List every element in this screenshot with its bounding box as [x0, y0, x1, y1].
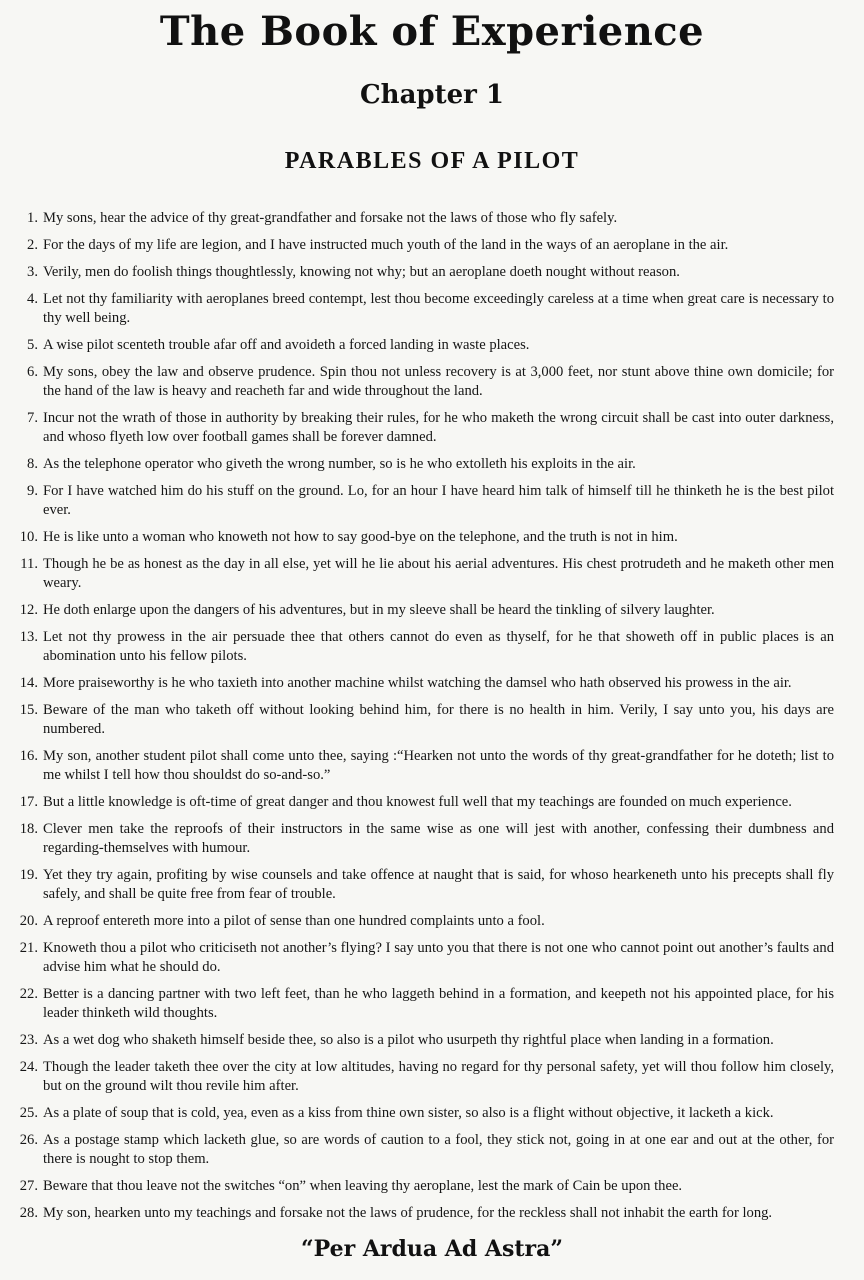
item-text: Yet they try again, profiting by wise counsels and take offence at naught that is said, for whoso hearkeneth unto his precepts shall fly safely, and shall be quite free from fear of trouble. — [43, 867, 834, 902]
item-text: Though the leader taketh thee over the city at low altitudes, having no regard for thy personal safety, yet will thou follow him closely, but on the ground wilt thou revile him after. — [43, 1059, 834, 1094]
item-text: My sons, hear the advice of thy great-grandfather and forsake not the laws of those who fly safely. — [43, 210, 618, 226]
list-item — [10, 528, 834, 547]
item-number: 6. — [27, 364, 38, 380]
item-number: 4. — [27, 291, 38, 307]
list-item — [10, 985, 834, 1023]
item-text: Though he be as honest as the day in all else, yet will he lie about his aerial adventures. His chest protrudeth and he maketh other men weary. — [43, 556, 834, 591]
item-number: 24. — [19, 1059, 38, 1075]
list-item — [10, 820, 834, 858]
item-text: My son, another student pilot shall come unto thee, saying :“Hearken not unto the words of thy great-grandfather for he doteth; list to me whilst I tell how thou shouldst do so-and-so.” — [43, 748, 834, 783]
item-text: Let not thy prowess in the air persuade thee that others cannot do even as thyself, for he that showeth off in public places is an abomination unto his fellow pilots. — [43, 629, 834, 664]
item-text: As a wet dog who shaketh himself beside thee, so also is a pilot who usurpeth thy rightful place when landing in a formation. — [43, 1032, 774, 1048]
item-number: 20. — [19, 913, 38, 929]
item-number: 17. — [19, 794, 38, 810]
closing-motto: “Per Ardua Ad Astra” — [300, 1236, 564, 1262]
list-item — [10, 363, 834, 401]
item-text: Better is a dancing partner with two left feet, than he who laggeth behind in a formation, and keepeth not his appointed place, for his leader thinketh wild thoughts. — [43, 986, 834, 1021]
list-item — [10, 1204, 834, 1223]
item-number: 11. — [20, 556, 38, 572]
item-number: 19. — [19, 867, 38, 883]
item-text: As a plate of soup that is cold, yea, even as a kiss from thine own sister, so also is a flight without objective, it lacketh a kick. — [43, 1105, 774, 1121]
item-number: 27. — [19, 1178, 38, 1194]
item-number: 22. — [19, 986, 38, 1002]
list-item — [10, 409, 834, 447]
list-item — [10, 939, 834, 977]
item-text: For the days of my life are legion, and I have instructed much youth of the land in the ways of an aeroplane in the air. — [43, 237, 729, 253]
item-text: As the telephone operator who giveth the wrong number, so is he who extolleth his exploits in the air. — [43, 456, 636, 472]
item-number: 1. — [27, 210, 38, 226]
item-text: He doth enlarge upon the dangers of his adventures, but in my sleeve shall be heard the tinkling of silvery laughter. — [43, 602, 715, 618]
item-number: 8. — [27, 456, 38, 472]
item-text: As a postage stamp which lacketh glue, so are words of caution to a fool, they stick not, going in at one ear and out at the other, for there is nought to stop them. — [43, 1132, 834, 1167]
section-subtitle: PARABLES OF A PILOT — [284, 148, 580, 174]
item-text: A wise pilot scenteth trouble afar off and avoideth a forced landing in waste places. — [43, 337, 530, 353]
item-number: 14. — [19, 675, 38, 691]
item-text: But a little knowledge is oft-time of great danger and thou knowest full well that my teachings are founded on much experience. — [43, 794, 792, 810]
list-item — [10, 1177, 834, 1196]
item-text: For I have watched him do his stuff on the ground. Lo, for an hour I have heard him talk of himself till he thinketh he is the best pilot ever. — [43, 483, 834, 518]
list-item — [10, 793, 834, 812]
item-text: A reproof entereth more into a pilot of sense than one hundred complaints unto a fool. — [43, 913, 545, 929]
list-item — [10, 482, 834, 520]
list-item — [10, 866, 834, 904]
list-item — [10, 263, 834, 282]
item-text: Beware that thou leave not the switches “on” when leaving thy aeroplane, lest the mark of Cain be upon thee. — [43, 1178, 683, 1194]
item-number: 12. — [19, 602, 38, 618]
list-item — [10, 290, 834, 328]
item-number: 18. — [19, 821, 38, 837]
parables-list — [10, 209, 834, 1231]
item-text: Incur not the wrath of those in authority by breaking their rules, for he who maketh the wrong circuit shall be cast into outer darkness, and whoso flyeth low over football games shall be forever damned. — [43, 410, 834, 445]
list-item — [10, 336, 834, 355]
item-text: Clever men take the reproofs of their instructors in the same wise as one will jest with another, confessing their dumbness and regarding-themselves with humour. — [43, 821, 834, 856]
list-item — [10, 209, 834, 228]
list-item — [10, 236, 834, 255]
item-number: 21. — [19, 940, 38, 956]
item-number: 23. — [19, 1032, 38, 1048]
chapter-heading: Chapter 1 — [359, 80, 504, 110]
item-text: Knoweth thou a pilot who criticiseth not another’s flying? I say unto you that there is not one who cannot point out another’s faults and advise him what he should do. — [43, 940, 834, 975]
list-item — [10, 628, 834, 666]
item-number: 15. — [19, 702, 38, 718]
item-number: 2. — [27, 237, 38, 253]
list-item — [10, 1104, 834, 1123]
item-text: Verily, men do foolish things thoughtlessly, knowing not why; but an aeroplane doeth nought without reason. — [43, 264, 680, 280]
item-text: More praiseworthy is he who taxieth into another machine whilst watching the damsel who hath observed his prowess in the air. — [43, 675, 792, 691]
list-item — [10, 601, 834, 620]
list-item — [10, 701, 834, 739]
item-number: 7. — [27, 410, 38, 426]
item-number: 5. — [27, 337, 38, 353]
list-item — [10, 455, 834, 474]
list-item — [10, 1031, 834, 1050]
item-number: 25. — [19, 1105, 38, 1121]
item-number: 9. — [27, 483, 38, 499]
item-number: 28. — [19, 1205, 38, 1221]
item-number: 13. — [19, 629, 38, 645]
item-text: Beware of the man who taketh off without looking behind him, for there is no health in him. Verily, I say unto you, his days are numbered. — [43, 702, 834, 737]
item-text: He is like unto a woman who knoweth not how to say good-bye on the telephone, and the truth is not in him. — [43, 529, 678, 545]
item-text: My sons, obey the law and observe prudence. Spin thou not unless recovery is at 3,000 feet, nor stunt above thine own domicile; for the hand of the law is heavy and reacheth far and wide throughout the land. — [43, 364, 834, 399]
item-number: 16. — [19, 748, 38, 764]
item-number: 10. — [19, 529, 38, 545]
item-text: My son, hearken unto my teachings and forsake not the laws of prudence, for the reckless shall not inhabit the earth for long. — [43, 1205, 773, 1221]
list-item — [10, 1058, 834, 1096]
list-item — [10, 555, 834, 593]
item-number: 3. — [27, 264, 38, 280]
list-item — [10, 1131, 834, 1169]
item-text: Let not thy familiarity with aeroplanes breed contempt, lest thou become exceedingly careless at a time when great care is necessary to thy well being. — [43, 291, 834, 326]
item-number: 26. — [19, 1132, 38, 1148]
list-item — [10, 912, 834, 931]
list-item — [10, 747, 834, 785]
document-title: The Book of Experience — [159, 8, 705, 55]
list-item — [10, 674, 834, 693]
